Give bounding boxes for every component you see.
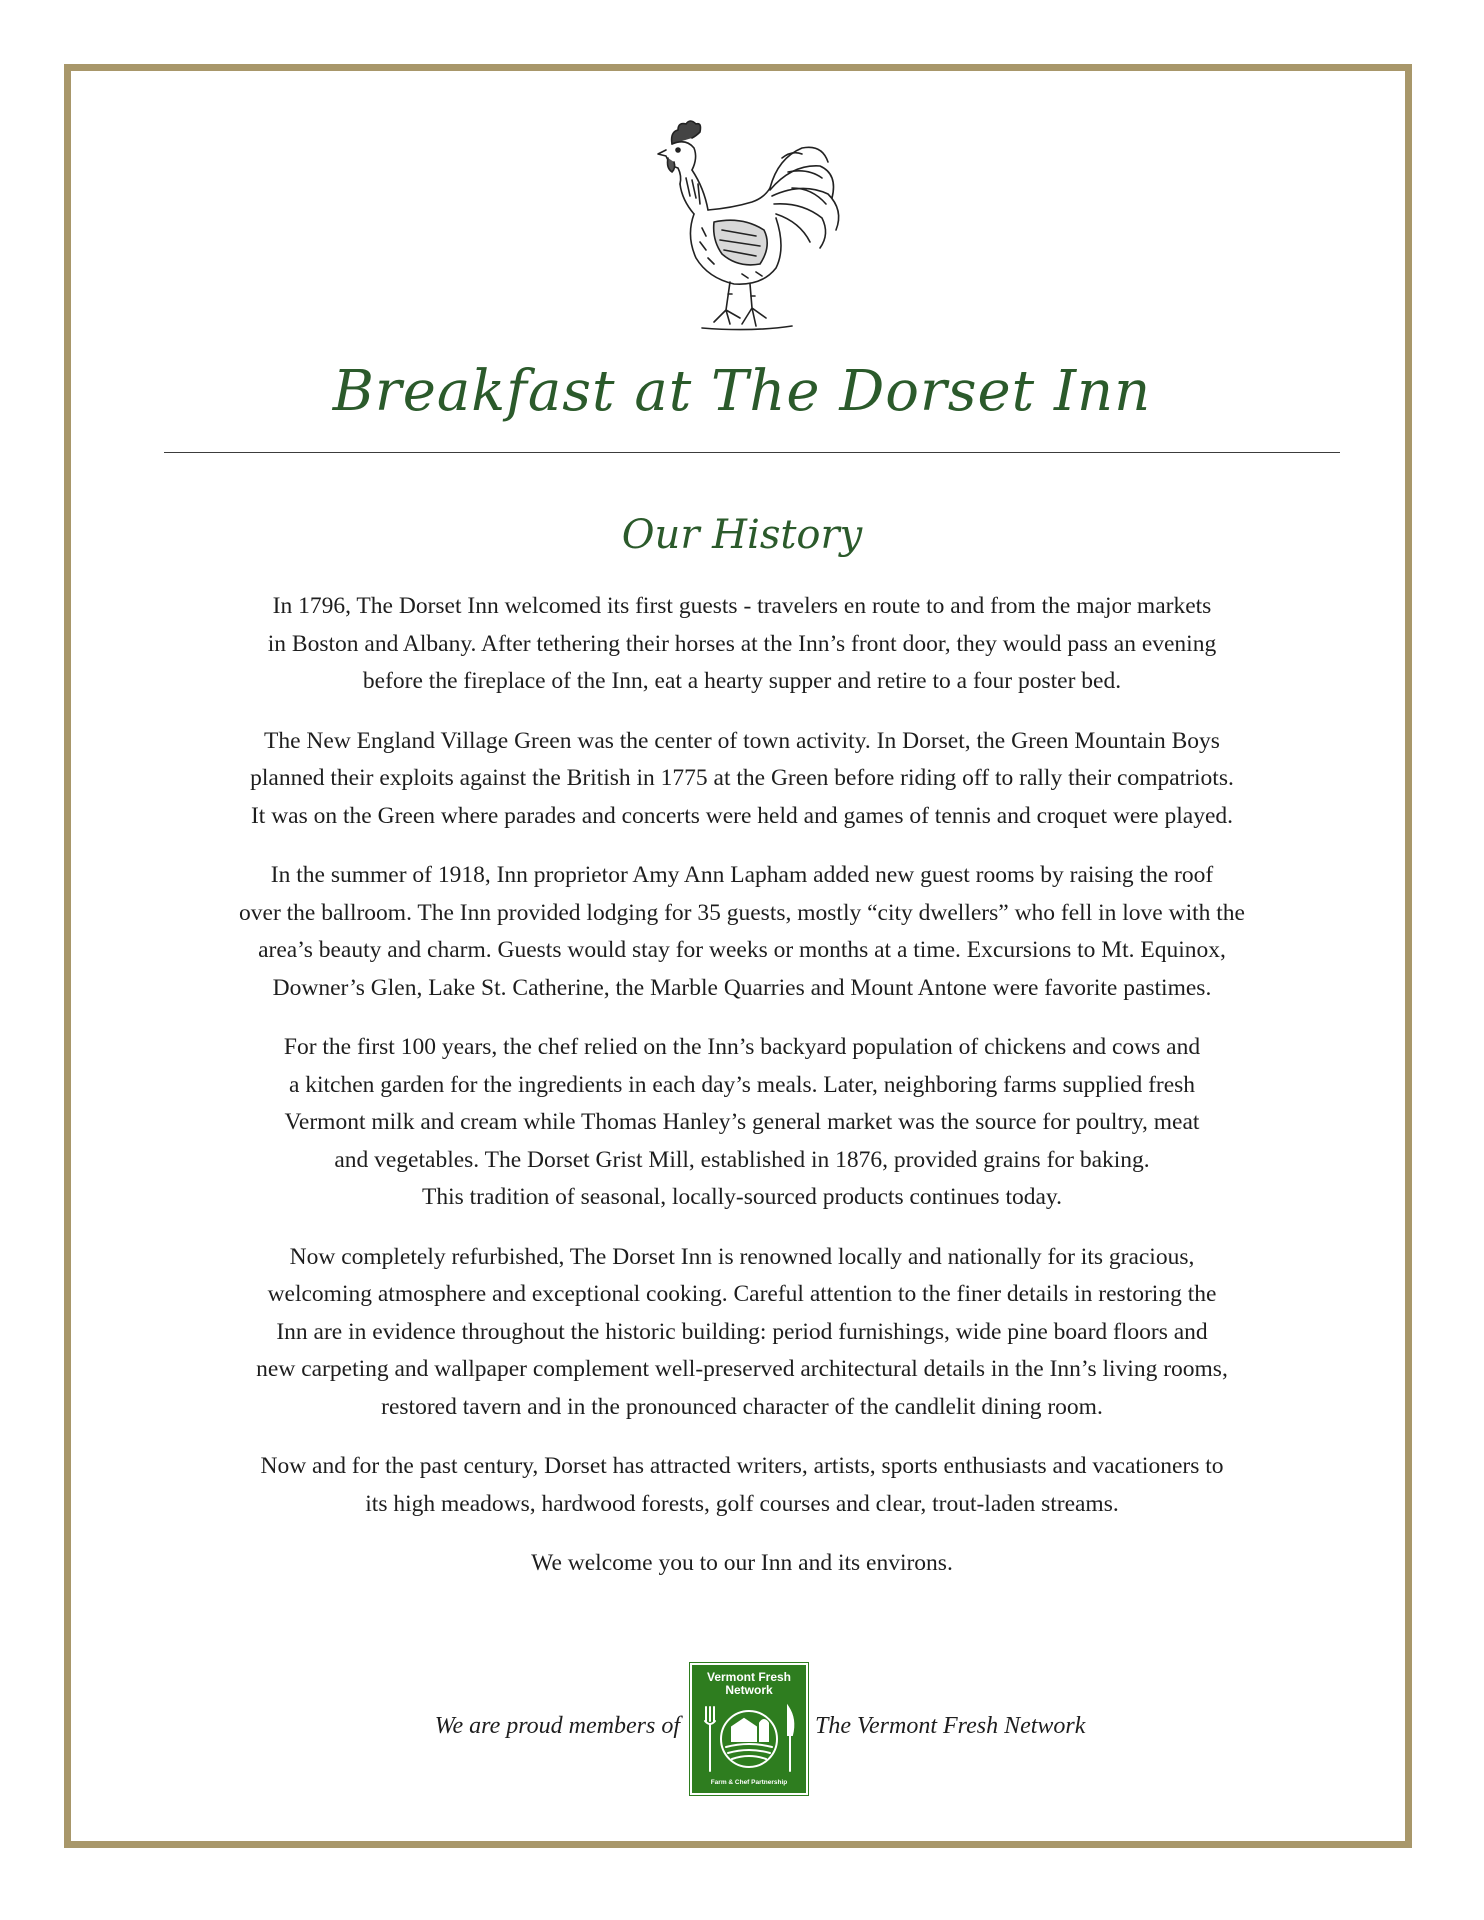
text-line: This tradition of seasonal, locally-sourced products continues today.: [422, 1184, 1062, 1210]
footer: [0, 1663, 1484, 1795]
text-line: a kitchen garden for the ingredients in each day’s meals. Later, neighboring farms supplied fresh: [288, 1071, 1196, 1098]
text-line: in Boston and Albany. After tethering their horses at the Inn’s front door, they would pass an evening: [267, 630, 1217, 657]
network-name: The Vermont Fresh Network: [815, 1713, 1086, 1739]
text-line: The New England Village Green was the center of town activity. In Dorset, the Green Mountain Boys: [264, 727, 1220, 754]
membership-text: We are proud members of: [434, 1713, 680, 1739]
history-paragraph: [170, 1448, 1314, 1523]
text-line: its high meadows, hardwood forests, golf courses and clear, trout-laden streams.: [365, 1490, 1119, 1517]
logo-title-line: Vermont Fresh: [706, 1670, 792, 1684]
logo-tagline: Farm & Chef Partnership: [710, 1779, 788, 1786]
logo-title: [692, 1671, 806, 1697]
text-line: over the ballroom. The Inn provided lodging for 35 guests, mostly “city dwellers” who fell in love with the: [239, 899, 1245, 926]
history-paragraph: [170, 1545, 1314, 1583]
history-body: [170, 588, 1314, 1605]
farm-emblem-icon: [696, 1701, 802, 1777]
rooster-illustration: [652, 118, 852, 336]
vermont-fresh-network-logo: [690, 1663, 808, 1795]
text-line: Now completely refurbished, The Dorset Inn is renowned locally and nationally for its gracious,: [289, 1243, 1195, 1270]
text-line: Vermont milk and cream while Thomas Hanley’s general market was the source for poultry, meat: [284, 1109, 1200, 1135]
text-line: For the first 100 years, the chef relied on the Inn’s backyard population of chickens and cows and: [283, 1034, 1201, 1060]
text-line: In the summer of 1918, Inn proprietor Amy Ann Lapham added new guest rooms by raising the roof: [270, 862, 1214, 888]
text-line: In 1796, The Dorset Inn welcomed its first guests - travelers en route to and from the major markets: [272, 593, 1212, 619]
text-line: Downer’s Glen, Lake St. Catherine, the Marble Quarries and Mount Antone were favorite pastimes.: [272, 974, 1212, 1001]
text-line: planned their exploits against the British in 1775 at the Green before riding off to rally their compatriots.: [250, 765, 1234, 791]
text-line: It was on the Green where parades and concerts were held and games of tennis and croquet were played.: [250, 802, 1234, 829]
history-paragraph: [170, 723, 1314, 836]
text-line: new carpeting and wallpaper complement well-preserved architectural details in the Inn’s living rooms,: [256, 1356, 1228, 1382]
history-paragraph: [170, 588, 1314, 701]
section-heading: Our History: [621, 512, 863, 558]
text-line: area’s beauty and charm. Guests would stay for weeks or months at a time. Excursions to Mt. Equinox,: [258, 937, 1226, 963]
text-line: Now and for the past century, Dorset has attracted writers, artists, sports enthusiasts and vacationers to: [260, 1453, 1224, 1479]
history-paragraph: [170, 1029, 1314, 1217]
text-line: We welcome you to our Inn and its environs.: [531, 1550, 953, 1576]
text-line: before the fireplace of the Inn, eat a hearty supper and retire to a four poster bed.: [362, 668, 1122, 694]
text-line: and vegetables. The Dorset Grist Mill, established in 1876, provided grains for baking.: [334, 1146, 1150, 1173]
text-line: Inn are in evidence throughout the historic building: period furnishings, wide pine board floors and: [276, 1318, 1208, 1345]
history-paragraph: [170, 857, 1314, 1007]
history-paragraph: [170, 1239, 1314, 1427]
logo-title-line: Network: [725, 1683, 773, 1697]
text-line: restored tavern and in the pronounced character of the candlelit dining room.: [381, 1393, 1103, 1420]
page-title: Breakfast at The Dorset Inn: [332, 359, 1152, 424]
title-divider: [164, 452, 1340, 453]
text-line: welcoming atmosphere and exceptional cooking. Careful attention to the finer details in restoring the: [267, 1281, 1217, 1307]
